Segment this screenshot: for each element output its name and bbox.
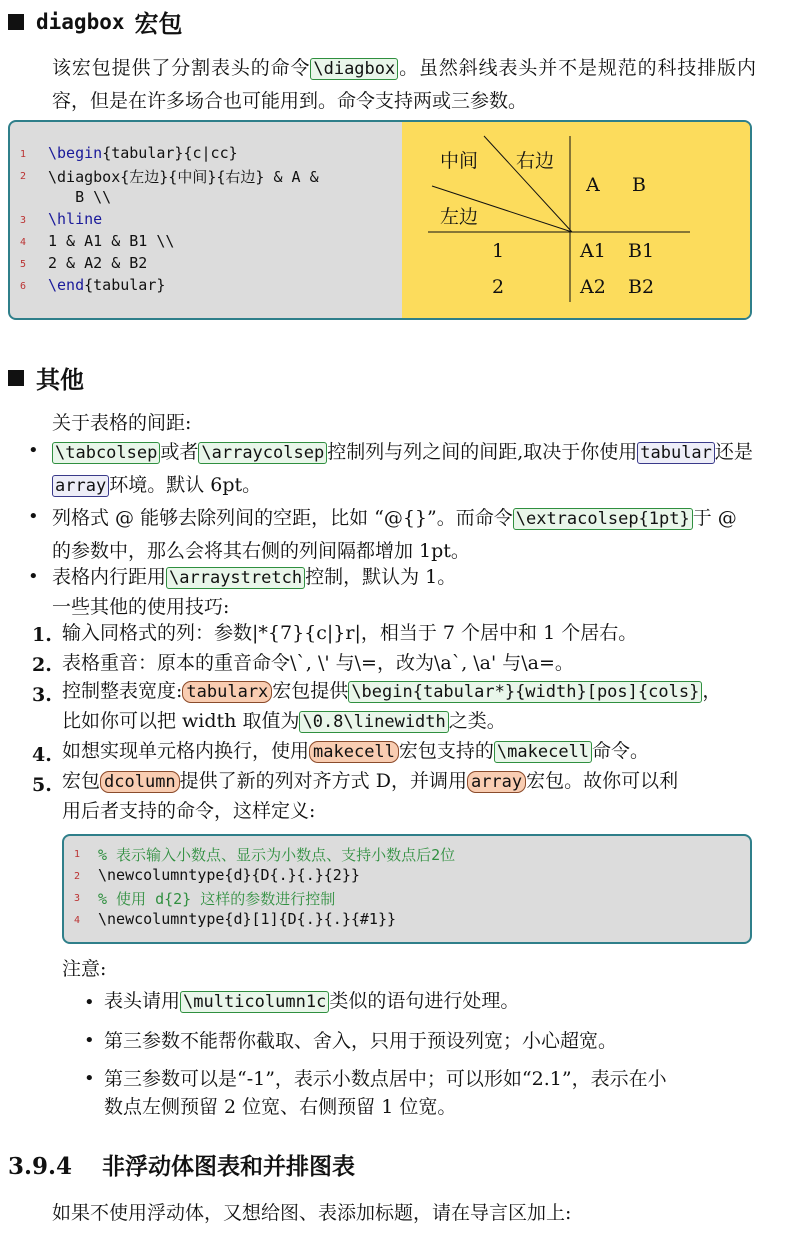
spacing-item-2: 列格式 @ 能够去除列间的空距，比如 “@{}”。而命令 \extracolsep{1pt} 于 @ 的参数中，那么会将其右侧的列间隔都增加 1pt。 — [52, 507, 737, 562]
line-number: 1 — [20, 149, 27, 160]
square-bullet-icon — [8, 14, 24, 30]
cell-r1c2: A1 — [580, 240, 606, 262]
notes-head: 注意: — [62, 958, 107, 980]
cell-r1c1: 1 — [492, 240, 505, 262]
intro-paragraph: 该宏包提供了分割表头的命令 \diagbox 。虽然斜线表头并不是规范的科技排版内容，但是在许多场合也可能用到。命令支持两或三参数。 — [52, 57, 756, 112]
bullet-icon: • — [84, 1068, 95, 1089]
code-line: % 使用 d{2} 这样的参数进行控制 — [98, 890, 336, 908]
line-number: 6 — [20, 281, 27, 292]
tips-head: 一些其他的使用技巧: — [52, 596, 230, 618]
line-number: 2 — [20, 171, 27, 182]
bullet-icon: • — [28, 440, 39, 461]
note-1: 表头请用 \multicolumn1c 类似的语句进行处理。 — [104, 990, 520, 1012]
dcolumn-code-box — [62, 834, 752, 944]
col-a: A — [586, 174, 600, 196]
cell-r1c3: B1 — [628, 240, 655, 262]
last-paragraph: 如果不使用浮动体，又想给图、表添加标题，请在导言区加上: — [52, 1202, 572, 1224]
note-2: 第三参数不能帮你截取、舍入，只用于预设列宽；小心超宽。 — [104, 1030, 618, 1052]
spacing-head: 关于表格的间距: — [52, 412, 192, 434]
subsection-heading: 3.9.4 非浮动体图表和并排图表 — [8, 1153, 356, 1180]
line-number: 2 — [74, 871, 81, 882]
code-line: % 表示输入小数点、显示为小数点、支持小数点后2位 — [98, 846, 456, 864]
note-3-line-1: 第三参数可以是“-1”，表示小数点居中；可以形如“2.1”，表示在小 — [104, 1068, 667, 1090]
line-number: 5 — [20, 259, 27, 270]
code-line: \begin{tabular}{c|cc} — [48, 144, 238, 162]
cell-r2c2: A2 — [580, 276, 606, 298]
diagbox-example-box — [8, 120, 752, 320]
cell-r2c1: 2 — [492, 276, 505, 298]
diag-mid: 中间 — [440, 150, 479, 172]
line-number: 4 — [74, 915, 81, 926]
note-3-line-2: 数点左侧预留 2 位宽、右侧预留 1 位宽。 — [104, 1096, 457, 1118]
code-line: 1 & A1 & B1 \\ — [48, 232, 175, 250]
diagbox-link[interactable]: \diagbox — [310, 58, 398, 80]
tip-3-line-2: 比如你可以把 width 取值为 \0.8\linewidth 之类。 — [62, 710, 506, 732]
bullet-icon: • — [84, 992, 95, 1013]
section-heading-other: 其他 — [8, 360, 84, 395]
tip-3-line-1: 控制整表宽度: tabularx 宏包提供 \begin{tabular*}{width}[pos]{cols} ， — [62, 680, 722, 702]
tip-5-line-2: 用后者支持的命令，这样定义: — [62, 800, 316, 822]
bullet-icon: • — [28, 506, 39, 527]
code-line: \newcolumntype{d}[1]{D{.}{.}{#1}} — [98, 910, 397, 928]
square-bullet-icon — [8, 370, 24, 386]
diag-left: 左边 — [440, 206, 479, 228]
code-line: \hline — [48, 210, 103, 228]
bullet-icon: • — [28, 566, 39, 587]
code-line: B \\ — [48, 188, 112, 206]
code-line: \diagbox{左边}{中间}{右边} & A & — [48, 168, 319, 186]
line-number: 3 — [20, 215, 27, 226]
line-number: 4 — [20, 237, 27, 248]
tip-1: 输入同格式的列：参数|*{7}{c|}r|，相当于 7 个居中和 1 个居右。 — [62, 622, 638, 644]
code-line: \newcolumntype{d}{D{.}{.}{2}} — [98, 866, 360, 884]
line-number: 1 — [74, 849, 81, 860]
code-line: 2 & A2 & B2 — [48, 254, 148, 272]
tip-5-line-1: 宏包 dcolumn 提供了新的列对齐方式 D，并调用 array 宏包。故你可以利 — [62, 770, 679, 792]
cell-r2c3: B2 — [628, 276, 655, 298]
bullet-icon: • — [84, 1030, 95, 1051]
tip-2: 表格重音：原本的重音命令\`, \' 与\=，改为\a`, \a' 与\a=。 — [62, 652, 574, 674]
tip-4: 如想实现单元格内换行，使用 makecell 宏包支持的 \makecell 命令。 — [62, 740, 650, 762]
spacing-item-3: 表格内行距用 \arraystretch 控制，默认为 1。 — [52, 566, 457, 588]
diag-right: 右边 — [516, 150, 555, 172]
col-b: B — [632, 174, 646, 196]
line-number: 3 — [74, 893, 81, 904]
section-heading-diagbox: diagbox 宏包 — [8, 4, 183, 39]
code-line: \end{tabular} — [48, 276, 166, 294]
spacing-item-1: \tabcolsep 或者 \arraycolsep 控制列与列之间的间距,取决于你使用 tabular 还是array 环境。默认 6pt。 — [52, 436, 756, 502]
